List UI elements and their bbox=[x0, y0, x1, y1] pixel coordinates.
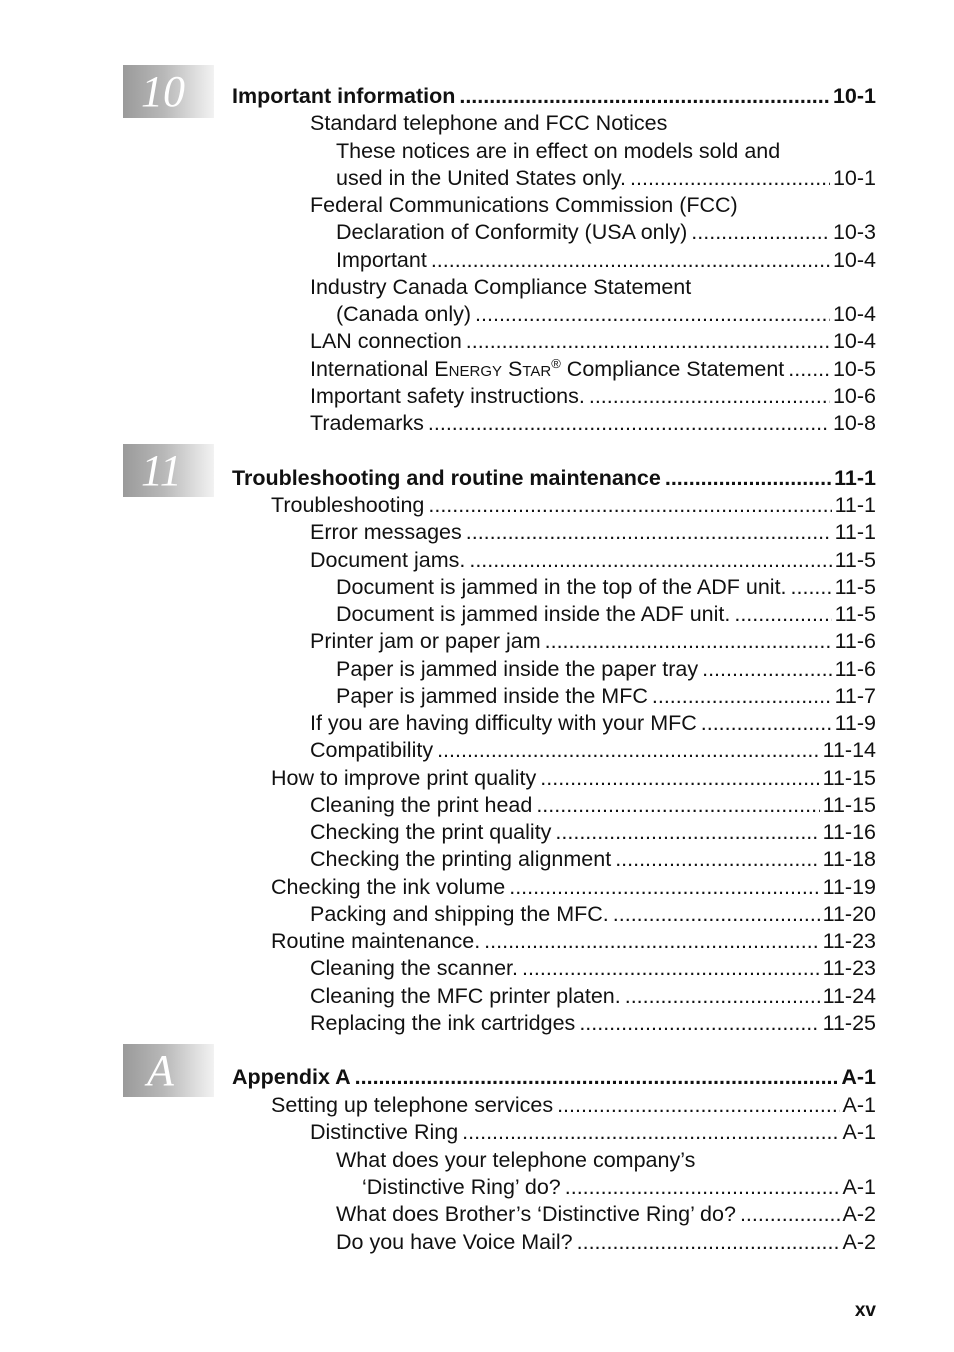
toc-chapter-11[interactable]: Troubleshooting and routine maintenance ..... 11-1 bbox=[232, 465, 876, 492]
toc-entry-lan[interactable]: LAN connection ..... 10-4 bbox=[310, 328, 876, 355]
toc-section-fcc-notices[interactable]: Standard telephone and FCC Notices bbox=[310, 111, 668, 135]
chapter-tab-10 bbox=[123, 65, 214, 118]
toc-entry-jam-inside-adf[interactable]: Document is jammed inside the ADF unit. ..... 11-5 bbox=[336, 601, 876, 628]
toc-entry-declaration[interactable]: Declaration of Conformity (USA only) ..... 10-3 bbox=[336, 219, 876, 246]
toc-entry-print-quality[interactable]: How to improve print quality ..... 11-15 bbox=[271, 765, 876, 792]
toc-entry-document-jams[interactable]: Document jams. ..... 11-5 bbox=[310, 547, 876, 574]
toc-entry-difficulty[interactable]: If you are having difficulty with your MFC ..... 11-9 bbox=[310, 710, 876, 737]
toc-appendix-a[interactable]: Appendix A ..... A-1 bbox=[232, 1064, 876, 1091]
toc-entry-ink-volume[interactable]: Checking the ink volume ..... 11-19 bbox=[271, 874, 876, 901]
toc-entry-safety[interactable]: Important safety instructions. ..... 10-6 bbox=[310, 383, 876, 410]
toc-entry-packing[interactable]: Packing and shipping the MFC. ..... 11-20 bbox=[310, 901, 876, 928]
chapter-tab-a bbox=[123, 1044, 214, 1097]
toc-section-industry-canada[interactable]: Industry Canada Compliance Statement bbox=[310, 275, 692, 299]
toc-entry-printer-jam[interactable]: Printer jam or paper jam ..... 11-6 bbox=[310, 628, 876, 655]
toc-entry-trademarks[interactable]: Trademarks ..... 10-8 bbox=[310, 410, 876, 437]
toc-entry-company-ring[interactable]: ‘Distinctive Ring’ do? ..... A-1 bbox=[362, 1174, 876, 1201]
toc-entry-brother-ring[interactable]: What does Brother’s ‘Distinctive Ring’ do? ..... A-2 bbox=[336, 1201, 876, 1228]
chapter-number: 10 bbox=[141, 67, 185, 116]
toc-entry-voice-mail[interactable]: Do you have Voice Mail? ..... A-2 bbox=[336, 1229, 876, 1256]
toc-entry-troubleshooting[interactable]: Troubleshooting ..... 11-1 bbox=[271, 492, 876, 519]
toc-entry-distinctive-ring[interactable]: Distinctive Ring ..... A-1 bbox=[310, 1119, 876, 1146]
toc-subsection-notices[interactable]: These notices are in effect on models sold and bbox=[336, 139, 781, 163]
toc-entry-compatibility[interactable]: Compatibility ..... 11-14 bbox=[310, 737, 876, 764]
chapter-tab-11 bbox=[123, 444, 214, 497]
toc-entry-checking-quality[interactable]: Checking the print quality ..... 11-16 bbox=[310, 819, 876, 846]
toc-entry-energy-star[interactable]: International ENERGY STAR® Compliance Statement ..... 10-5 bbox=[310, 356, 876, 383]
toc-entry-error-messages[interactable]: Error messages ..... 11-1 bbox=[310, 519, 876, 546]
toc-entry-ink-cartridges[interactable]: Replacing the ink cartridges ..... 11-25 bbox=[310, 1010, 876, 1037]
toc-entry-important[interactable]: Important ..... 10-4 bbox=[336, 247, 876, 274]
toc-entry-us-models[interactable]: used in the United States only. ..... 10-1 bbox=[336, 165, 876, 192]
toc-entry-paper-tray-jam[interactable]: Paper is jammed inside the paper tray ..... 11-6 bbox=[336, 656, 876, 683]
toc-subsection-telephone-company[interactable]: What does your telephone company’s bbox=[336, 1148, 696, 1172]
toc-entry-telephone-services[interactable]: Setting up telephone services ..... A-1 bbox=[271, 1092, 876, 1119]
toc-entry-cleaning-head[interactable]: Cleaning the print head ..... 11-15 bbox=[310, 792, 876, 819]
toc-entry-cleaning-scanner[interactable]: Cleaning the scanner. ..... 11-23 bbox=[310, 955, 876, 982]
toc-entry-canada-only[interactable]: (Canada only) ..... 10-4 bbox=[336, 301, 876, 328]
chapter-number: A bbox=[147, 1046, 174, 1095]
toc-entry-routine-maintenance[interactable]: Routine maintenance. ..... 11-23 bbox=[271, 928, 876, 955]
chapter-number: 11 bbox=[141, 446, 182, 495]
toc-entry-cleaning-platen[interactable]: Cleaning the MFC printer platen. ..... 11-24 bbox=[310, 983, 876, 1010]
page-number: xv bbox=[854, 1300, 876, 1321]
toc-entry-jam-top-adf[interactable]: Document is jammed in the top of the ADF unit. ..... 11-5 bbox=[336, 574, 876, 601]
toc-section-fcc[interactable]: Federal Communications Commission (FCC) bbox=[310, 193, 738, 217]
toc-entry-mfc-jam[interactable]: Paper is jammed inside the MFC ..... 11-7 bbox=[336, 683, 876, 710]
toc-entry-alignment[interactable]: Checking the printing alignment ..... 11-18 bbox=[310, 846, 876, 873]
toc-chapter-10[interactable]: Important information ..... 10-1 bbox=[232, 83, 876, 110]
